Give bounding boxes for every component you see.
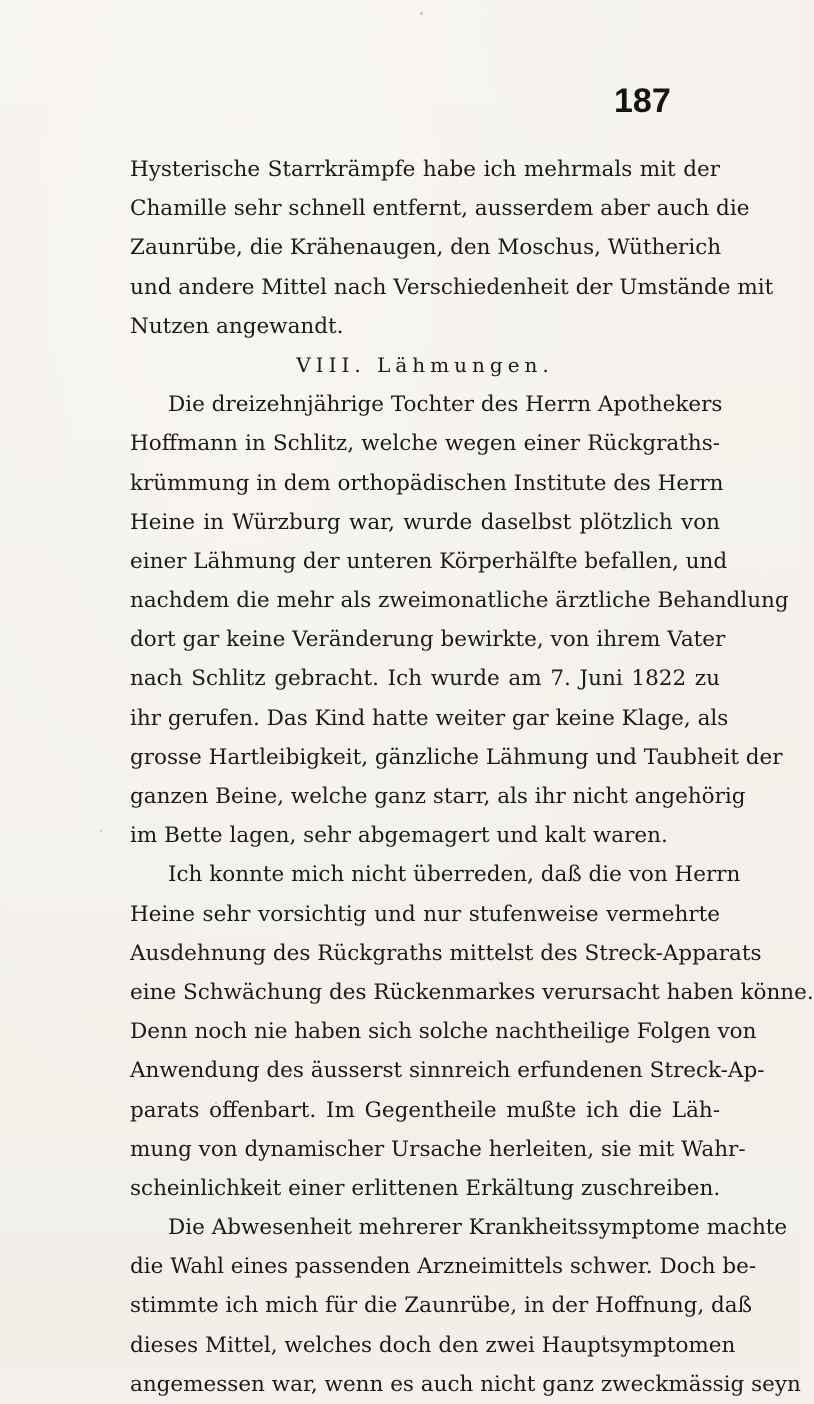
page-number: 187	[614, 82, 671, 120]
text-line: einer Lähmung der unteren Körperhälfte befallen, und	[130, 548, 728, 574]
text-line: Nutzen angewandt.	[130, 313, 344, 339]
text-line: Chamille sehr schnell entfernt, ausserdem aber auch die	[130, 196, 750, 222]
body-text	[130, 150, 814, 1404]
text-line: nach Schlitz gebracht. Ich wurde am 7. Juni 1822 zu	[130, 666, 720, 692]
paper-speck	[420, 12, 423, 15]
text-line: Hoffmann in Schlitz, welche wegen einer Rückgraths-	[130, 431, 720, 457]
text-line: Denn noch nie haben sich solche nachtheilige Folgen von	[130, 1019, 757, 1045]
text-line: parats offenbart. Im Gegentheile mußte ich die Läh-	[130, 1097, 720, 1123]
text-line: nachdem die mehr als zweimonatliche ärztliche Behandlung	[130, 588, 789, 614]
text-line: grosse Hartleibigkeit, gänzliche Lähmung und Taubheit der	[130, 744, 783, 770]
text-line: scheinlichkeit einer erlittenen Erkältung zuschreiben.	[130, 1175, 721, 1201]
text-line: mung von dynamischer Ursache herleiten, sie mit Wahr-	[130, 1136, 746, 1162]
text-line: und andere Mittel nach Verschiedenheit der Umstände mit	[130, 274, 774, 300]
paper-speck	[602, 1335, 605, 1338]
text-line: angemessen war, wenn es auch nicht ganz zweckmässig seyn	[130, 1371, 801, 1397]
text-line: Zaunrübe, die Krähenaugen, den Moschus, Wütherich	[130, 235, 722, 261]
text-line: ganzen Beine, welche ganz starr, als ihr nicht angehörig	[130, 784, 746, 809]
text-line: Hysterische Starrkrämpfe habe ich mehrmals mit der	[130, 157, 720, 182]
text-line: eine Schwächung des Rückenmarkes verursacht haben könne.	[130, 979, 814, 1005]
text-line: Ich konnte mich nicht überreden, daß die von Herrn	[168, 862, 741, 888]
text-line: ihr gerufen. Das Kind hatte weiter gar keine Klage, als	[130, 705, 729, 731]
text-line: Ausdehnung des Rückgraths mittelst des Streck-Apparats	[130, 940, 762, 966]
text-line: stimmte ich mich für die Zaunrübe, in der Hoffnung, daß	[130, 1293, 752, 1319]
text-line: die Wahl eines passenden Arzneimittels schwer. Doch be-	[130, 1254, 757, 1280]
text-line: dieses Mittel, welches doch den zwei Hauptsymptomen	[130, 1332, 736, 1358]
paper-speck	[215, 1102, 217, 1104]
text-line: krümmung in dem orthopädischen Institute des Herrn	[130, 470, 724, 496]
text-line: dort gar keine Veränderung bewirkte, von ihrem Vater	[130, 627, 726, 653]
text-line: im Bette lagen, sehr abgemagert und kalt waren.	[130, 823, 668, 849]
text-line: Heine sehr vorsichtig und nur stufenweise vermehrte	[130, 901, 720, 927]
section-heading: VIII. Lähmungen.	[296, 352, 554, 377]
paper-speck	[100, 830, 102, 832]
text-line: Anwendung des äusserst sinnreich erfundenen Streck-Ap-	[130, 1058, 765, 1084]
text-line: Heine in Würzburg war, wurde daselbst plötzlich von	[130, 509, 720, 535]
text-line: Die dreizehnjährige Tochter des Herrn Apothekers	[168, 392, 723, 418]
text-line: Die Abwesenheit mehrerer Krankheitssymptome machte	[168, 1215, 788, 1241]
